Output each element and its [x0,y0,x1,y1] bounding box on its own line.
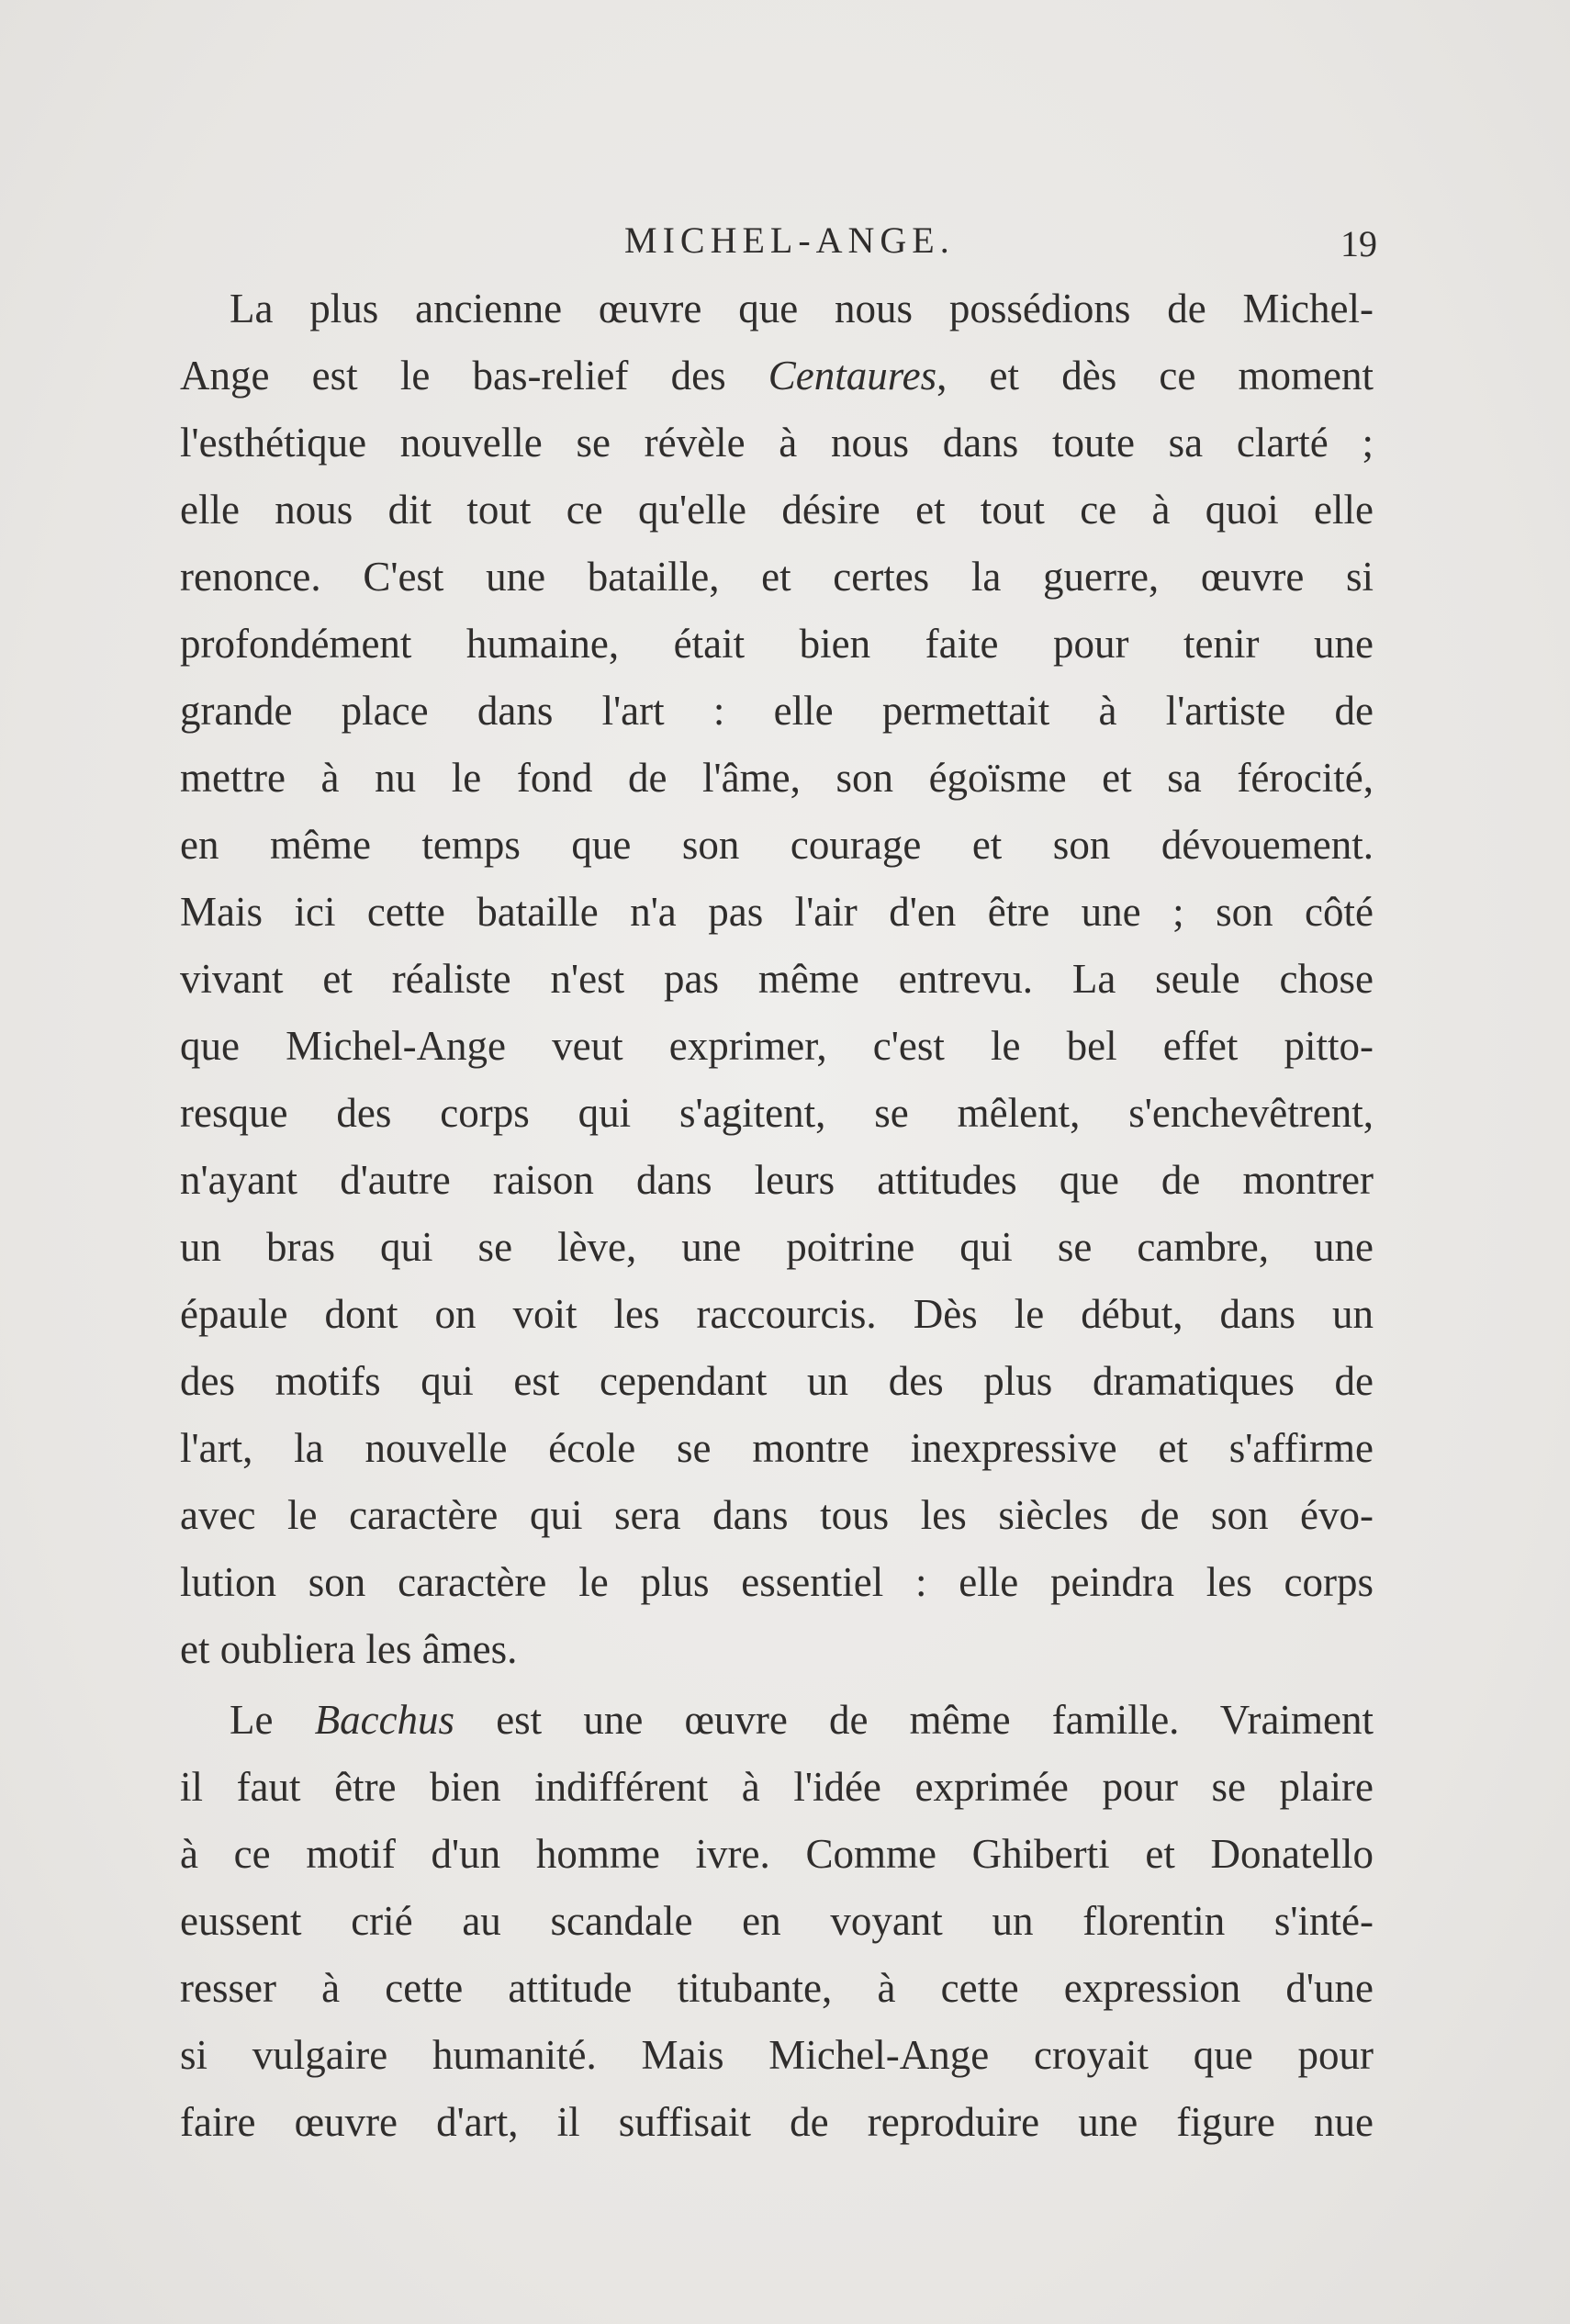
text-line: faire œuvre d'art, il suffisait de reproduire une figure nue [180,2099,1374,2145]
text-line: Mais ici cette bataille n'a pas l'air d'en être une ; son côté [180,889,1374,935]
text-line: si vulgaire humanité. Mais Michel-Ange croyait que pour [180,2032,1374,2078]
text-line: vivant et réaliste n'est pas même entrevu. La seule chose [180,956,1374,1002]
text-line: un bras qui se lève, une poitrine qui se cambre, une [180,1224,1374,1270]
text-line: La plus ancienne œuvre que nous possédions de Michel- [230,286,1374,331]
body-text [180,275,1374,2156]
text-line: il faut être bien indifférent à l'idée exprimée pour se plaire [180,1764,1374,1810]
text-line: eussent crié au scandale en voyant un florentin s'inté- [180,1898,1374,1944]
italic-title: Centaures [768,353,937,399]
text-line: l'esthétique nouvelle se révèle à nous dans toute sa clarté ; [180,420,1374,466]
text-line: renonce. C'est une bataille, et certes la guerre, œuvre si [180,554,1374,600]
text-line: en même temps que son courage et son dévouement. [180,822,1374,868]
text-line: elle nous dit tout ce qu'elle désire et tout ce à quoi elle [180,487,1374,533]
text-line: et oubliera les âmes. [180,1626,518,1672]
text-line: lution son caractère le plus essentiel : elle peindra les corps [180,1559,1374,1605]
text-line: resque des corps qui s'agitent, se mêlent, s'enchevêtrent, [180,1090,1374,1136]
text-line: Le Bacchus est une œuvre de même famille. Vraiment [230,1697,1374,1743]
italic-title: Bacchus [314,1697,455,1743]
text-line: que Michel-Ange veut exprimer, c'est le bel effet pitto- [180,1023,1374,1069]
text-line: épaule dont on voit les raccourcis. Dès le début, dans un [180,1291,1374,1337]
running-title: MICHEL-ANGE. [624,219,955,261]
text-line: avec le caractère qui sera dans tous les siècles de son évo- [180,1492,1374,1538]
running-head [174,219,1377,283]
text-line: à ce motif d'un homme ivre. Comme Ghiberti et Donatello [180,1831,1374,1877]
page-number: 19 [1340,223,1377,264]
text-line: des motifs qui est cependant un des plus dramatiques de [180,1358,1374,1404]
text-line: profondément humaine, était bien faite pour tenir une [180,621,1374,667]
text-line: grande place dans l'art : elle permettait à l'artiste de [180,688,1374,734]
text-line: mettre à nu le fond de l'âme, son égoïsme et sa férocité, [180,755,1374,801]
text-line: n'ayant d'autre raison dans leurs attitudes que de montrer [180,1157,1374,1203]
text-line: Ange est le bas-relief des Centaures, et dès ce moment [180,353,1374,399]
text-line: resser à cette attitude titubante, à cette expression d'une [180,1965,1374,2011]
text-line: l'art, la nouvelle école se montre inexpressive et s'affirme [180,1425,1374,1471]
